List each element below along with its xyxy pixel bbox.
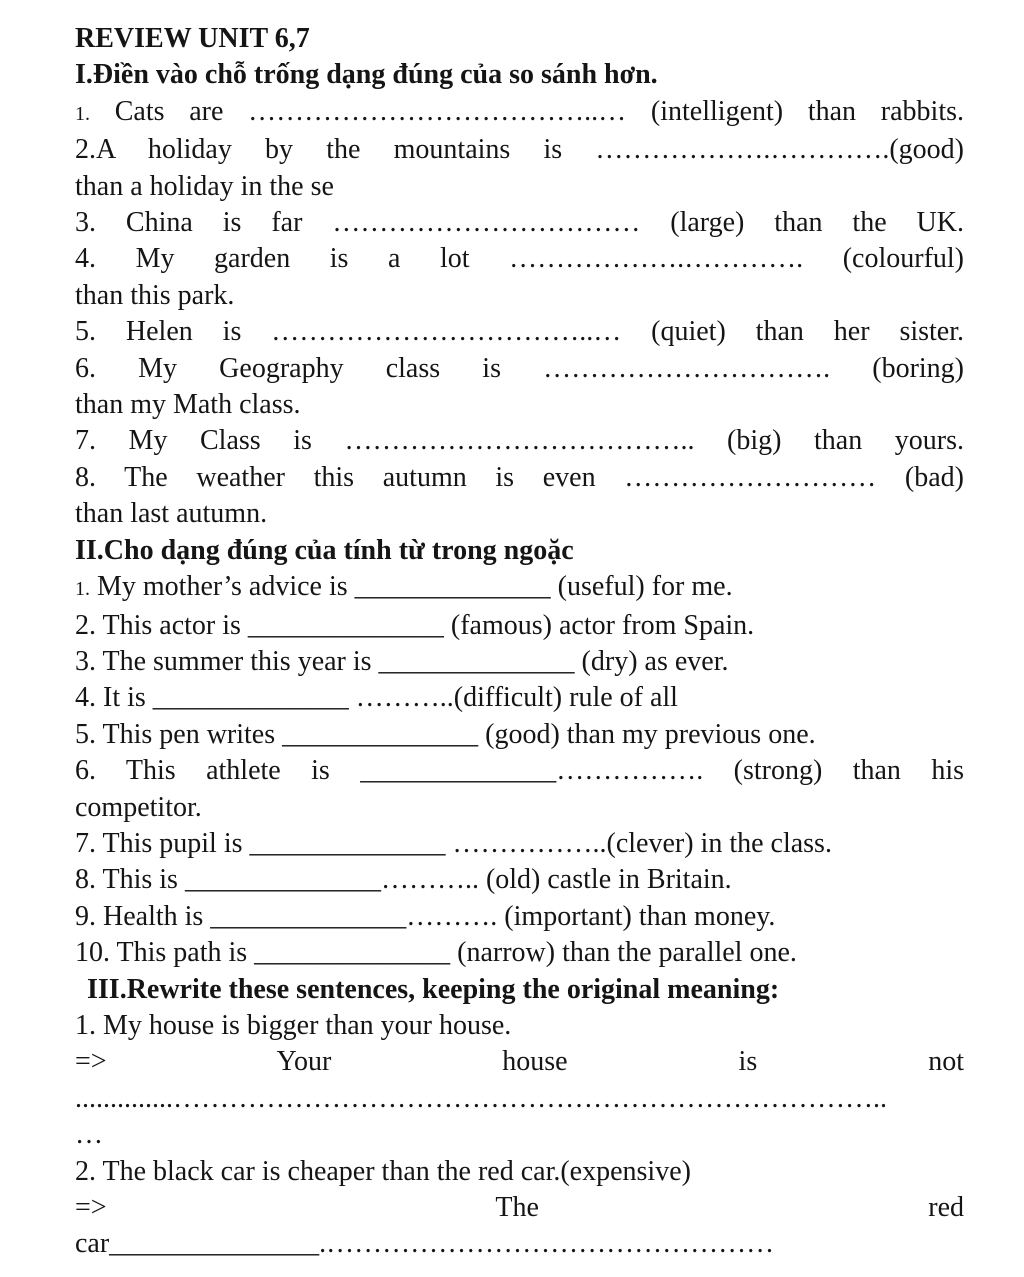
s2-item-6: 6. This athlete is ______________……………. (strong) than his — [75, 755, 964, 787]
section-2-heading: II.Cho dạng đúng của tính từ trong ngoặc — [75, 534, 574, 566]
s2-item-6-cont: competitor. — [75, 791, 202, 823]
s1-item-1 — [75, 94, 964, 132]
s2-item-8: 8. This is ______________……….. (old) castle in Britain. — [75, 864, 732, 896]
s2-item-4: 4. It is ______________ ………..(difficult) rule of all — [75, 682, 678, 714]
s2-item-7: 7. This pupil is ______________ ……………..(clever) in the class. — [75, 827, 832, 859]
s1-item-5: 5. Helen is ……………………………..… (quiet) than her sister. — [75, 316, 964, 348]
s2-item-3: 3. The summer this year is ______________ (dry) as ever. — [75, 645, 729, 677]
s1-item-7: 7. My Class is ……………………………….. (big) than yours. — [75, 425, 964, 457]
s1-item-6: 6. My Geography class is …………………………. (boring) — [75, 352, 964, 384]
s3-item-1-answer-dots: ..............………………………………………………………………….. — [75, 1082, 887, 1114]
s1-item-2-cont: than a holiday in the se — [75, 170, 334, 202]
s3-item-1: 1. My house is bigger than your house. — [75, 1009, 512, 1041]
s2-item-2: 2. This actor is ______________ (famous) actor from Spain. — [75, 609, 755, 641]
section-3-heading: III.Rewrite these sentences, keeping the original meaning: — [87, 973, 780, 1005]
s3-item-2-answer-cont: car_______________.………………………………………… — [75, 1228, 775, 1260]
s2-item-10: 10. This path is ______________ (narrow) than the parallel one. — [75, 937, 797, 969]
s1-item-4: 4. My garden is a lot ……………….…………. (colourful) — [75, 243, 964, 275]
s2-item-9: 9. Health is ______________………. (important) than money. — [75, 900, 776, 932]
s3-item-2: 2. The black car is cheaper than the red car.(expensive) — [75, 1155, 691, 1187]
s1-item-3: 3. China is far …………………………… (large) than the UK. — [75, 207, 964, 239]
s2-item-1-number: 1. — [75, 578, 90, 601]
s1-item-1-number: 1. — [75, 102, 90, 125]
s3-item-1-answer: => Your house is not — [75, 1046, 964, 1078]
s1-item-6-cont: than my Math class. — [75, 389, 301, 421]
s1-item-8: 8. The weather this autumn is even ……………………… (bad) — [75, 461, 964, 493]
s1-item-2: 2.A holiday by the mountains is ……………….………….(good) — [75, 134, 964, 166]
s2-item-1 — [75, 569, 964, 607]
section-1-heading: I.Điền vào chỗ trống dạng đúng của so sánh hơn. — [75, 59, 658, 91]
s1-item-1-text: Cats are ………………………………..… (intelligent) than rabbits. — [90, 95, 964, 127]
s3-item-2-answer: => The red — [75, 1192, 964, 1223]
s1-item-4-cont: than this park. — [75, 279, 235, 311]
s2-item-5: 5. This pen writes ______________ (good) than my previous one. — [75, 718, 816, 750]
worksheet-title: REVIEW UNIT 6,7 — [75, 23, 310, 54]
s1-item-8-cont: than last autumn. — [75, 498, 268, 530]
s3-item-1-answer-dots-cont: … — [75, 1119, 103, 1151]
s2-item-1-text: My mother’s advice is ______________ (useful) for me. — [90, 571, 733, 603]
